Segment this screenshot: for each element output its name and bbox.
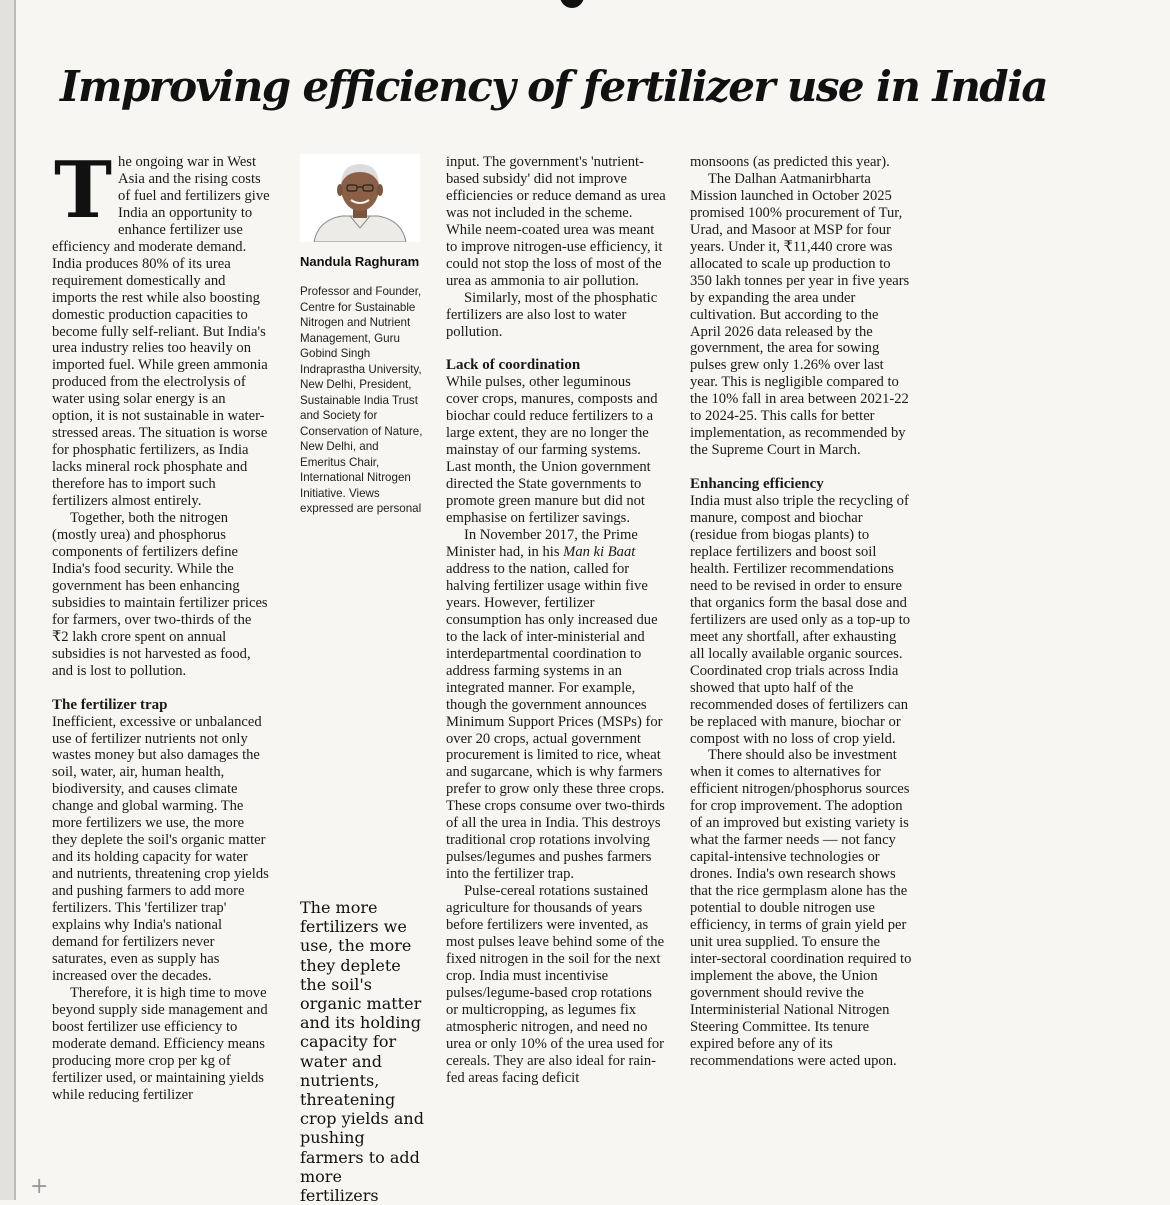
drop-cap: T — [54, 154, 113, 236]
paragraph-7: While pulses, other leguminous cover crops, manures, composts and biochar could reduce fertilizers to a large extent, they are no longer the mainstay of our farming systems. Last month, the Union government directed the State governments to promote green manure but did not emphasise on fertilizer savings. — [446, 374, 658, 527]
author-bio: Professor and Founder, Centre for Sustainable Nitrogen and Nutrient Management, Guru Gobind Singh Indraprastha University, New Delhi, President, Sustainable India Trust and Society for Conservation of Nature, New Delhi, and Emeritus Chair, International Nitrogen Initiative. Views expressed are personal — [300, 285, 423, 515]
programme-name: Man ki Baat — [563, 544, 636, 561]
subhead-enhancing-efficiency: Enhancing efficiency — [690, 476, 824, 493]
paragraph-10: monsoons (as predicted this year). — [690, 154, 890, 170]
paragraph-8-part-a: In November 2017, the Prime Minister had, in his — [446, 527, 638, 561]
article-column-1 — [52, 154, 270, 1174]
paragraph-11: The Dalhan Aatmanirbharta Mission launched in October 2025 promised 100% procurement of Tur, Urad, and Masoor at MSP for four years. Under it, ₹11,440 crore was allocated to scale up production to 350 lakh tonnes per year in five years by expanding the area under cultivation. But according to the April 2026 data released by the government, the area for sowing pulses grew only 1.26% over last year. This is negligible compared to the 10% fall in area between 2021-22 to 2024-25. This calls for better implementation, as recommended by the Supreme Court in March. — [690, 170, 910, 459]
article-column-3 — [690, 154, 912, 1174]
paragraph-5: input. The government's 'nutrient-based subsidy' did not improve efficiencies or reduce demand as urea was not included in the scheme. While neem-coated urea was meant to improve nitrogen-use efficiency, it could not stop the loss of most of the urea as ammonia to air pollution. — [446, 154, 666, 289]
author-sidebar — [300, 154, 424, 517]
paragraph-1-text: he ongoing war in West Asia and the rising costs of fuel and fertilizers give India an opportunity to enhance fertilizer use efficiency and moderate demand. India produces 80% of its urea requirement domestically and imports the rest while also boosting domestic production capacities to become fully self-reliant. But India's urea industry relies too heavily on imported fuel. While green ammonia produced from the electrolysis of water using solar energy is an option, it is not sustainable in water-stressed areas. The situation is worse for phosphatic fertilizers, as India lacks mineral rock phosphate and therefore has to import such fertilizers almost entirely. — [52, 154, 270, 510]
paragraph-3: Inefficient, excessive or unbalanced use of fertilizer nutrients not only wastes money but also damages the soil, water, air, human health, biodiversity, and causes climate change and global warming. The more fertilizers we use, the more they deplete the soil's organic matter and its holding capacity for water and nutrients, threatening crop yields and pushing farmers to add more fertilizers. This 'fertilizer trap' explains why India's national demand for fertilizers never saturates, even as supply has increased over the decades. — [52, 713, 269, 984]
author-name: Nandula Raghuram — [300, 254, 420, 269]
pull-quote: The more fertilizers we use, the more they deplete the soil's organic matter and its holding capacity for water and nutrients, threatening crop yields and pushing farmers to add more fertilizers — [300, 898, 424, 1205]
subhead-fertilizer-trap: The fertilizer trap — [52, 696, 168, 713]
paragraph-1 — [52, 154, 270, 510]
cropped-title-glyph — [560, 0, 584, 8]
article-column-2 — [446, 154, 666, 1174]
paragraph-4: Therefore, it is high time to move beyond supply side management and boost fertilizer use efficiency to moderate demand. Efficiency means producing more crop per kg of fertilizer used, or maintaining yields while reducing fertilizer — [52, 984, 268, 1103]
page-left-edge — [0, 0, 14, 1200]
author-portrait-icon — [300, 154, 420, 242]
plus-icon: + — [30, 1174, 49, 1199]
paragraph-2: Together, both the nitrogen (mostly urea) and phosphorus components of fertilizers define India's food security. While the government has been enhancing subsidies to maintain fertilizer prices for farmers, over two-thirds of the ₹2 lakh crore spent on annual subsidies is not harvested as food, and is lost to pollution. — [52, 510, 268, 679]
headline: Improving efficiency of fertilizer use in India — [60, 62, 1048, 111]
paragraph-13: There should also be investment when it comes to alternatives for efficient nitrogen/phosphorus sources for crop improvement. The adoption of an improved but existing variety is what the farmer needs — not fancy capital-intensive technologies or drones. India's own research shows that the rice germplasm alone has the potential to double nitrogen use efficiency, in terms of grain yield per unit urea supplied. To ensure the inter-sectoral coordination required to implement the above, the Union government should revive the Interministerial National Nitrogen Steering Committee. Its tenure expired before any of its recommendations were acted upon. — [690, 747, 912, 1069]
author-photo — [300, 154, 420, 242]
paragraph-9: Pulse-cereal rotations sustained agriculture for thousands of years before fertilizers were invented, as most pulses leave behind some of the fixed nitrogen in the soil for the next crop. India must incentivise pulses/legume-based crop rotations or multicropping, as legumes fix atmospheric nitrogen, and need no urea or only 10% of the urea used for cereals. They are also ideal for rain-fed areas facing deficit — [446, 883, 665, 1086]
paragraph-6: Similarly, most of the phosphatic fertilizers are also lost to water pollution. — [446, 289, 658, 340]
paragraph-8 — [446, 527, 666, 883]
paragraph-12: India must also triple the recycling of manure, compost and biochar (residue from biogas plants) to replace fertilizers and boost soil health. Fertilizer recommendations need to be revised in order to ensure that organics form the basal dose and fertilizers are used only as a top-up to meet any shortfall, after exhausting all locally available organic sources. Coordinated crop trials across India showed that upto half of the recommended doses of fertilizers can be replaced with manure, biochar or compost with no loss of crop yield. — [690, 493, 911, 747]
subhead-lack-of-coordination: Lack of coordination — [446, 357, 581, 374]
paragraph-8-part-b: address to the nation, called for halving fertilizer usage within five years. However, fertilizer consumption has only increased due to the lack of inter-ministerial and interdepartmental coordination to address farming systems in an integrated manner. For example, though the government announces Minimum Support Prices (MSPs) for over 20 crops, actual government procurement is limited to rice, wheat and sugarcane, which is why farmers prefer to grow only these three crops. These crops consume over two-thirds of all the urea in India. This destroys traditional crop rotations involving pulses/legumes and pushes farmers into the fertilizer trap. — [446, 560, 665, 883]
page-fold-line — [14, 0, 16, 1200]
